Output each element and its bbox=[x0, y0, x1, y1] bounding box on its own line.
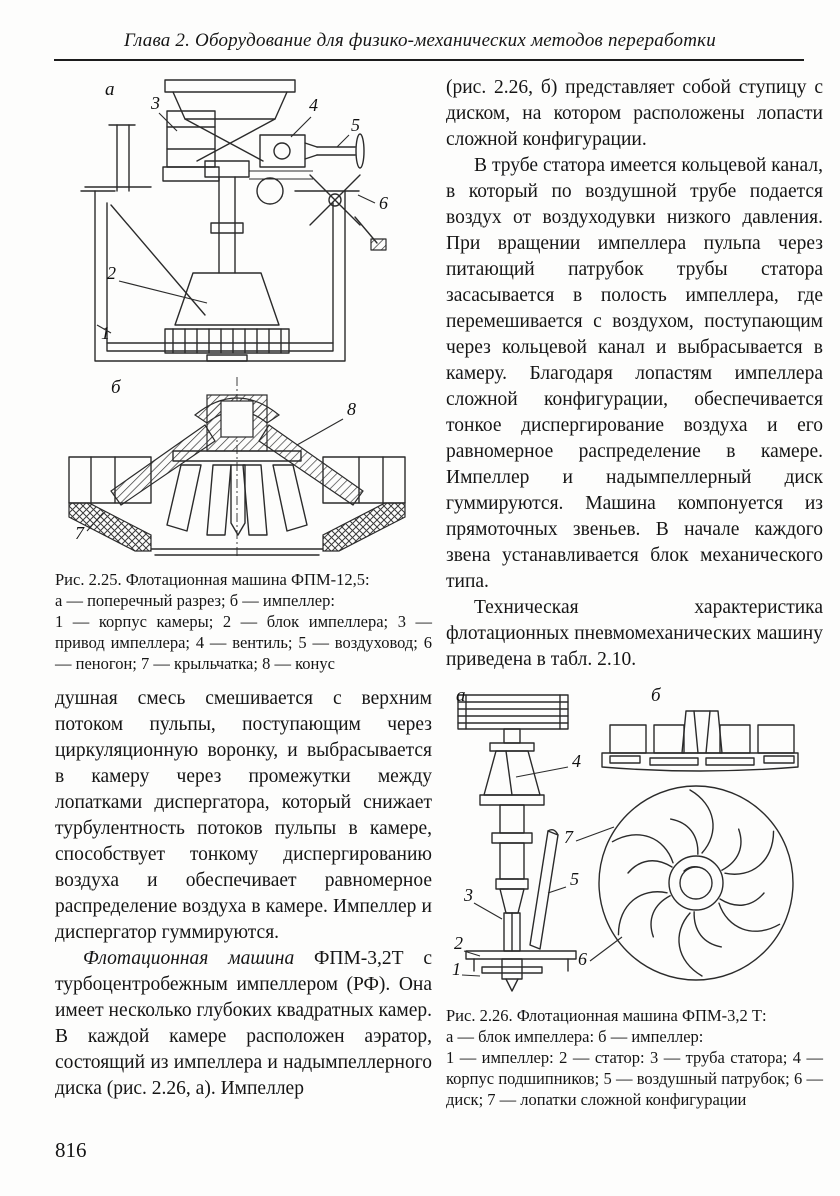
fig225a-part-label: а bbox=[105, 79, 115, 100]
fig225a-callout-3: 3 bbox=[151, 93, 160, 113]
fig225-caption-parts: а — поперечный разрез; б — импеллер: bbox=[55, 591, 335, 610]
left-paragraph-2-lead: Флотационная машина bbox=[83, 948, 295, 969]
right-body-text bbox=[446, 75, 823, 673]
fig226-disc-section bbox=[602, 711, 798, 771]
fig226-callout-7: 7 bbox=[564, 827, 573, 847]
skirt-right bbox=[323, 503, 405, 551]
fig225a-callout-5: 5 bbox=[351, 115, 360, 135]
fig225a-callout-2: 2 bbox=[107, 263, 116, 283]
figure-2-26-drawing bbox=[446, 683, 823, 995]
fig226-air-pipe bbox=[530, 830, 558, 949]
right-column bbox=[446, 75, 823, 1122]
left-body-text bbox=[55, 686, 432, 1102]
fig225b-part-label: б bbox=[111, 377, 121, 398]
support-posts bbox=[85, 125, 151, 191]
chapter-header: Глава 2. Оборудование для физико-механических методов переработки bbox=[124, 30, 716, 51]
fig225b-callout-8: 8 bbox=[347, 399, 356, 419]
fig225a-callout-1: 1 bbox=[101, 323, 110, 343]
fig225a-callout-4: 4 bbox=[309, 95, 318, 115]
fig226-caption-items: 1 — импеллер: 2 — статор: 3 — труба статора; 4 — корпус подшипников; 5 — воздушный патрубок; 6 — диск; 7 — лопатки сложной конфигурации bbox=[446, 1048, 823, 1109]
fig226-impeller-disc bbox=[581, 778, 810, 989]
fig226-callout-5: 5 bbox=[570, 869, 579, 889]
fig226-callout-3: 3 bbox=[464, 885, 473, 905]
fig225-caption-items: 1 — корпус камеры; 2 — блок импеллера; 3 — привод импеллера; 4 — вентиль; 5 — воздуховод; 6 — пеногон; 7 — крыльчатка; 8 — конус bbox=[55, 612, 432, 673]
fig226-bearing-housing bbox=[480, 729, 544, 805]
platform bbox=[249, 171, 313, 179]
fig226-stator-tube bbox=[492, 805, 532, 951]
tank bbox=[81, 191, 359, 361]
impeller-cone bbox=[165, 273, 289, 361]
fig226-stator-base bbox=[466, 951, 576, 991]
two-column-layout bbox=[0, 61, 840, 1122]
figure-2-25-part-b-drawing bbox=[55, 373, 432, 559]
valve-assembly bbox=[260, 134, 364, 168]
figure-2-26-caption bbox=[446, 1005, 823, 1110]
fig225-caption-title: Рис. 2.25. Флотационная машина ФПМ-12,5: bbox=[55, 570, 370, 589]
page-number: 816 bbox=[55, 1138, 87, 1162]
left-column bbox=[55, 75, 432, 1122]
fig226-callout-4: 4 bbox=[572, 751, 581, 771]
froth-paddle bbox=[257, 175, 386, 250]
fig225a-callout-6: 6 bbox=[379, 193, 388, 213]
right-paragraph-2: В трубе статора имеется кольцевой канал, в который по воздушной трубе подается воздух от воздуходувки низкого давления. При вращении импеллера пульпа через питающий патрубок трубы статора засасывается в полость импеллера, где перемешивается с воздухом, поступающим через кольцевой канал и выбрасывается в камеру. Благодаря лопастям импеллера сложной конфигурации, обеспечивается тонкое диспергирование воздуха и его равномерное распределение в камере. Импеллер и надымпеллерный диск гуммируются. Машина компонуется из прямоточных звеньев. В начале каждого звена устанавливается блок механического типа. bbox=[446, 155, 823, 592]
fig226-caption-parts: а — блок импеллера: б — импеллер: bbox=[446, 1027, 704, 1046]
fig226-caption-title: Рис. 2.26. Флотационная машина ФПМ-3,2 Т: bbox=[446, 1006, 767, 1025]
left-paragraph-2-rest: ФПМ-3,2Т с турбоцентробежным импеллером (РФ). Она имеет несколько глубоких квадратных камер. В каждой камере расположен аэратор, состоящий из импеллера и надымпеллерного диска (рис. 2.26, а). Импеллер bbox=[55, 948, 433, 1099]
fig226-part-b-label: б bbox=[651, 685, 661, 706]
left-paragraph-2 bbox=[55, 946, 432, 1102]
figure-2-25-part-a-drawing bbox=[55, 75, 432, 373]
fig226-callout-6: 6 bbox=[578, 949, 587, 969]
fig226-callout-2: 2 bbox=[454, 933, 463, 953]
fig225b-callout-7: 7 bbox=[75, 523, 84, 543]
right-paragraph-3: Техническая характеристика флотационных пневмомеханических машину приведена в табл. 2.10. bbox=[446, 597, 823, 670]
shaft bbox=[211, 177, 243, 273]
figure-2-25-caption bbox=[55, 569, 432, 674]
fig226-part-a-label: а bbox=[456, 685, 466, 706]
hopper-outline bbox=[165, 80, 295, 177]
fig226-callout-1: 1 bbox=[452, 959, 461, 979]
right-paragraph-1: (рис. 2.26, б) представляет собой ступицу с диском, на котором расположены лопасти сложной конфигурации. bbox=[446, 77, 823, 150]
fig226-pulley bbox=[458, 695, 568, 729]
left-paragraph-1: душная смесь смешивается с верхним потоком пульпы, поступающим через циркуляционную воронку, и выбрасывается в камеру через промежутки между лопатками диспергатора, который снижает турбулентность потоков пульпы в камере, способствует тонкому диспергированию воздуха и обеспечивает равномерное распределение воздуха в камере. Импеллер и диспергатор гуммируются. bbox=[55, 688, 432, 943]
